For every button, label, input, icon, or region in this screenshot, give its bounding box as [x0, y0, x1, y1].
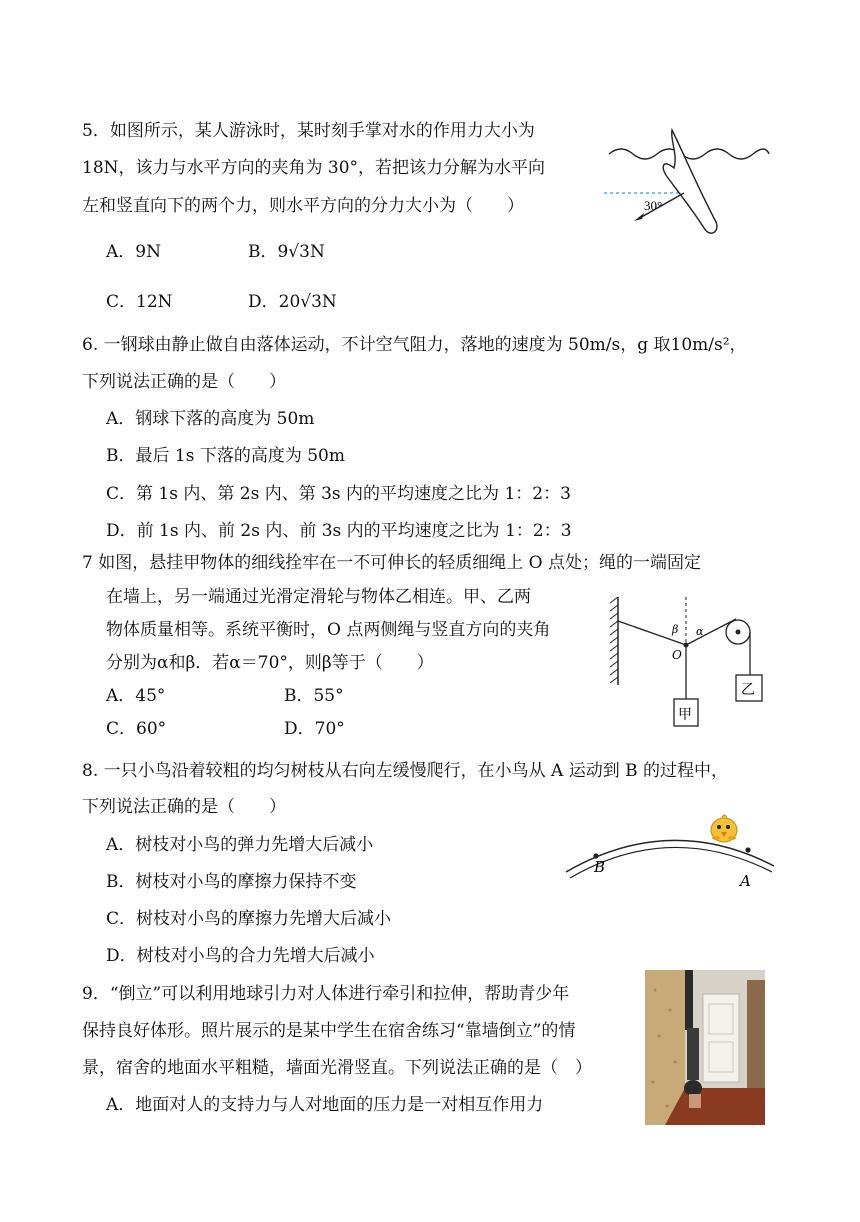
q7-option-a: A．45°: [106, 686, 166, 706]
pulley-figure: [606, 597, 776, 737]
point-b-label: B: [594, 858, 606, 876]
q7-line-1: 7 如图，悬挂甲物体的细线拴牢在一不可伸长的轻质细绳上 O 点处；绳的一端固定: [82, 553, 701, 573]
q8-line-1: 8. 一只小鸟沿着较粗的均匀树枝从右向左缓慢爬行，在小鸟从 A 运动到 B 的过程中，: [82, 761, 729, 781]
swimmer-hand-figure: [604, 124, 774, 244]
q5-line-1: 5．如图所示，某人游泳时，某时刻手掌对水的作用力大小为: [82, 121, 535, 141]
q7-option-c: C．60°: [106, 719, 167, 739]
bird-icon: [711, 815, 737, 842]
q6-line-1: 6. 一钢球由静止做自由落体运动，不计空气阻力，落地的速度为 50m/s，g 取10m/s²，: [82, 335, 747, 355]
q5-option-d: D．20√3N: [248, 292, 337, 312]
q8-line-2: 下列说法正确的是（ ）: [82, 797, 286, 817]
alpha-label: α: [696, 625, 704, 638]
q5-option-b: B．9√3N: [248, 242, 325, 262]
q8-option-d: D．树枝对小鸟的合力先增大后减小: [106, 946, 375, 966]
q6-line-2: 下列说法正确的是（ ）: [82, 372, 286, 392]
q9-option-a: A．地面对人的支持力与人对地面的压力是一对相互作用力: [106, 1095, 544, 1115]
q6-option-b: B．最后 1s 下落的高度为 50m: [106, 446, 345, 466]
q5-line-3: 左和竖直向下的两个力，则水平方向的分力大小为（ ）: [82, 196, 524, 216]
q5-option-a: A．9N: [106, 242, 161, 262]
q8-option-b: B．树枝对小鸟的摩擦力保持不变: [106, 872, 357, 892]
q9-line-2: 保持良好体形。照片展示的是某中学生在宿舍练习“靠墙倒立”的情: [82, 1021, 576, 1041]
q7-line-2: 在墙上，另一端通过光滑定滑轮与物体乙相连。甲、乙两: [106, 587, 531, 607]
branch-bird-figure: [562, 810, 778, 892]
q6-option-c: C．第 1s 内、第 2s 内、第 3s 内的平均速度之比为 1：2：3: [106, 484, 571, 504]
q7-option-b: B．55°: [284, 686, 344, 706]
jia-box-label: 甲: [678, 707, 692, 723]
q6-option-d: D．前 1s 内、前 2s 内、前 3s 内的平均速度之比为 1：2：3: [106, 521, 572, 541]
beta-label: β: [672, 623, 679, 636]
yi-box-label: 乙: [741, 682, 755, 698]
q6-option-a: A．钢球下落的高度为 50m: [106, 409, 315, 429]
q9-line-3: 景，宿舍的地面水平粗糙，墙面光滑竖直。下列说法正确的是（ ）: [82, 1058, 592, 1078]
point-a-label: A: [740, 872, 751, 890]
q5-line-2: 18N，该力与水平方向的夹角为 30°，若把该力分解为水平向: [82, 158, 546, 178]
handstand-photo: [645, 970, 765, 1125]
q5-option-c: C．12N: [106, 292, 173, 312]
q5-angle-label: 30°: [644, 198, 663, 213]
q8-option-a: A．树枝对小鸟的弹力先增大后减小: [106, 835, 374, 855]
q9-line-1: 9．“倒立”可以利用地球引力对人体进行牵引和拉伸，帮助青少年: [82, 984, 570, 1004]
q8-option-c: C．树枝对小鸟的摩擦力先增大后减小: [106, 909, 392, 929]
q7-line-4: 分别为α和β．若α＝70°，则β等于（ ）: [106, 653, 434, 673]
q7-option-d: D．70°: [284, 719, 345, 739]
q7-line-3: 物体质量相等。系统平衡时，O 点两侧绳与竖直方向的夹角: [106, 620, 551, 640]
o-point-label: O: [672, 648, 682, 662]
